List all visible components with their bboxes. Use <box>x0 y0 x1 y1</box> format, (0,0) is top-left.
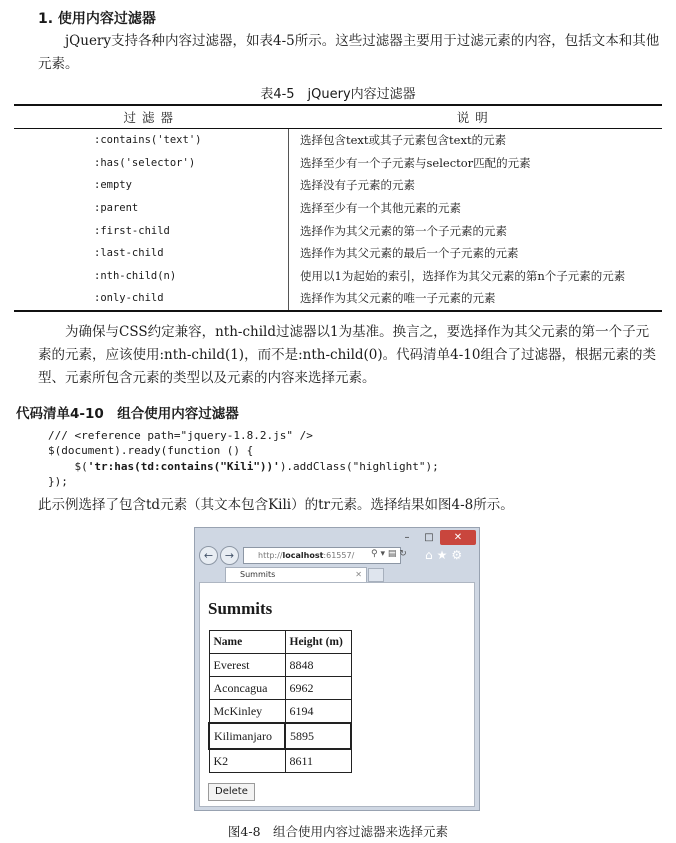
filter-description: 选择至少有一个子元素与selector匹配的元素 <box>300 155 531 170</box>
summits-table <box>208 630 352 773</box>
filter-selector: :only-child <box>14 287 289 311</box>
summit-height: 8611 <box>285 749 351 773</box>
summits-header-row <box>209 631 351 654</box>
table-row <box>14 174 662 197</box>
summit-name: Aconcagua <box>209 677 285 700</box>
section-title: 1. 使用内容过滤器 <box>38 11 156 27</box>
header-description: 说明 <box>289 105 663 129</box>
summit-name: Kilimanjaro <box>209 723 285 749</box>
table-caption: 表4-5 jQuery内容过滤器 <box>260 87 416 102</box>
table-row <box>14 287 662 311</box>
code-selector-bold: 'tr:has(td:contains("Kili"))' <box>87 459 280 473</box>
close-icon[interactable]: ✕ <box>440 530 476 545</box>
listing-title: 代码清单4-10 组合使用内容过滤器 <box>16 406 239 422</box>
table-header-row <box>14 105 662 129</box>
filter-selector: :empty <box>14 174 289 197</box>
page-heading: Summits <box>208 599 273 618</box>
filter-description: 选择没有子元素的元素 <box>300 178 415 193</box>
header-name: Name <box>209 631 285 654</box>
tab-title: Summits <box>240 570 276 579</box>
window-controls <box>396 530 476 546</box>
summit-row <box>209 700 351 724</box>
code-line: $('tr:has(td:contains("Kili"))').addClass("highlight"); <box>48 459 439 473</box>
table-row <box>14 129 662 152</box>
nth-child-paragraph: 为确保与CSS约定兼容，nth-child过滤器以1为基准。换言之，要选择作为其父元素的第一个子元素的元素，应该使用:nth-child(1)，而不是:nth-child(0)。代码清单4-10组合了过滤器，根据元素的类型、元素所包含元素的类型以及元素的内容来选择元素。 <box>38 324 656 386</box>
table-row <box>14 197 662 220</box>
summit-row-highlighted <box>209 723 351 749</box>
summit-name: McKinley <box>209 700 285 724</box>
search-refresh-icons[interactable]: ⚲ ▾ ▤ ↻ <box>371 549 407 559</box>
summit-height: 6194 <box>285 700 351 724</box>
table-row <box>14 152 662 175</box>
summit-row <box>209 677 351 700</box>
header-height: Height (m) <box>285 631 351 654</box>
figure-caption: 图4-8 组合使用内容过滤器来选择元素 <box>227 824 449 839</box>
code-listing <box>48 428 439 489</box>
summit-row <box>209 654 351 677</box>
summit-height: 8848 <box>285 654 351 677</box>
summit-name: K2 <box>209 749 285 773</box>
home-favorites-settings-icons[interactable]: ⌂★⚙ <box>425 548 467 562</box>
filter-selector: :parent <box>14 197 289 220</box>
filter-selector: :contains('text') <box>14 129 289 152</box>
filter-description: 使用以1为起始的索引，选择作为其父元素的第n个子元素的元素 <box>300 268 626 283</box>
filter-description: 选择包含text或其子元素包含text的元素 <box>300 133 507 148</box>
address-bar[interactable]: http://localhost:61557/ <box>243 547 401 564</box>
forward-arrow-icon[interactable]: → <box>220 546 239 565</box>
summit-height: 5895 <box>285 723 351 749</box>
filter-description: 选择作为其父元素的最后一个子元素的元素 <box>300 246 519 261</box>
code-line: }); <box>48 474 68 488</box>
tab-close-icon[interactable]: ✕ <box>355 570 362 579</box>
page-viewport <box>199 582 475 807</box>
filter-description: 选择作为其父元素的第一个子元素的元素 <box>300 223 507 238</box>
table-row <box>14 265 662 288</box>
summit-height: 6962 <box>285 677 351 700</box>
filter-selector: :nth-child(n) <box>14 265 289 288</box>
minimize-icon[interactable]: – <box>404 532 410 543</box>
navigation-bar <box>199 545 475 567</box>
table-row <box>14 219 662 242</box>
result-paragraph: 此示例选择了包含td元素（其文本包含Kili）的tr元素。选择结果如图4-8所示。 <box>38 497 514 513</box>
browser-tab[interactable] <box>225 567 367 582</box>
new-tab-button[interactable] <box>368 568 384 582</box>
header-filter: 过滤器 <box>14 105 289 129</box>
summit-row <box>209 749 351 773</box>
table-row <box>14 242 662 265</box>
summit-name: Everest <box>209 654 285 677</box>
code-line: /// <reference path="jquery-1.8.2.js" /> <box>48 429 313 442</box>
content-filter-table <box>14 104 662 312</box>
filter-selector: :has('selector') <box>14 152 289 175</box>
code-line: $(document).ready(function () { <box>48 444 254 458</box>
back-arrow-icon[interactable]: ← <box>199 546 218 565</box>
filter-description: 选择至少有一个其他元素的元素 <box>300 201 461 216</box>
delete-button[interactable]: Delete <box>208 783 255 801</box>
filter-selector: :last-child <box>14 242 289 265</box>
filter-selector: :first-child <box>14 219 289 242</box>
browser-window <box>194 527 480 811</box>
filter-description: 选择作为其父元素的唯一子元素的元素 <box>289 287 663 311</box>
maximize-icon[interactable]: □ <box>424 532 434 543</box>
intro-paragraph: jQuery支持各种内容过滤器，如表4-5所示。这些过滤器主要用于过滤元素的内容，包括文本和其他元素。 <box>38 33 660 72</box>
